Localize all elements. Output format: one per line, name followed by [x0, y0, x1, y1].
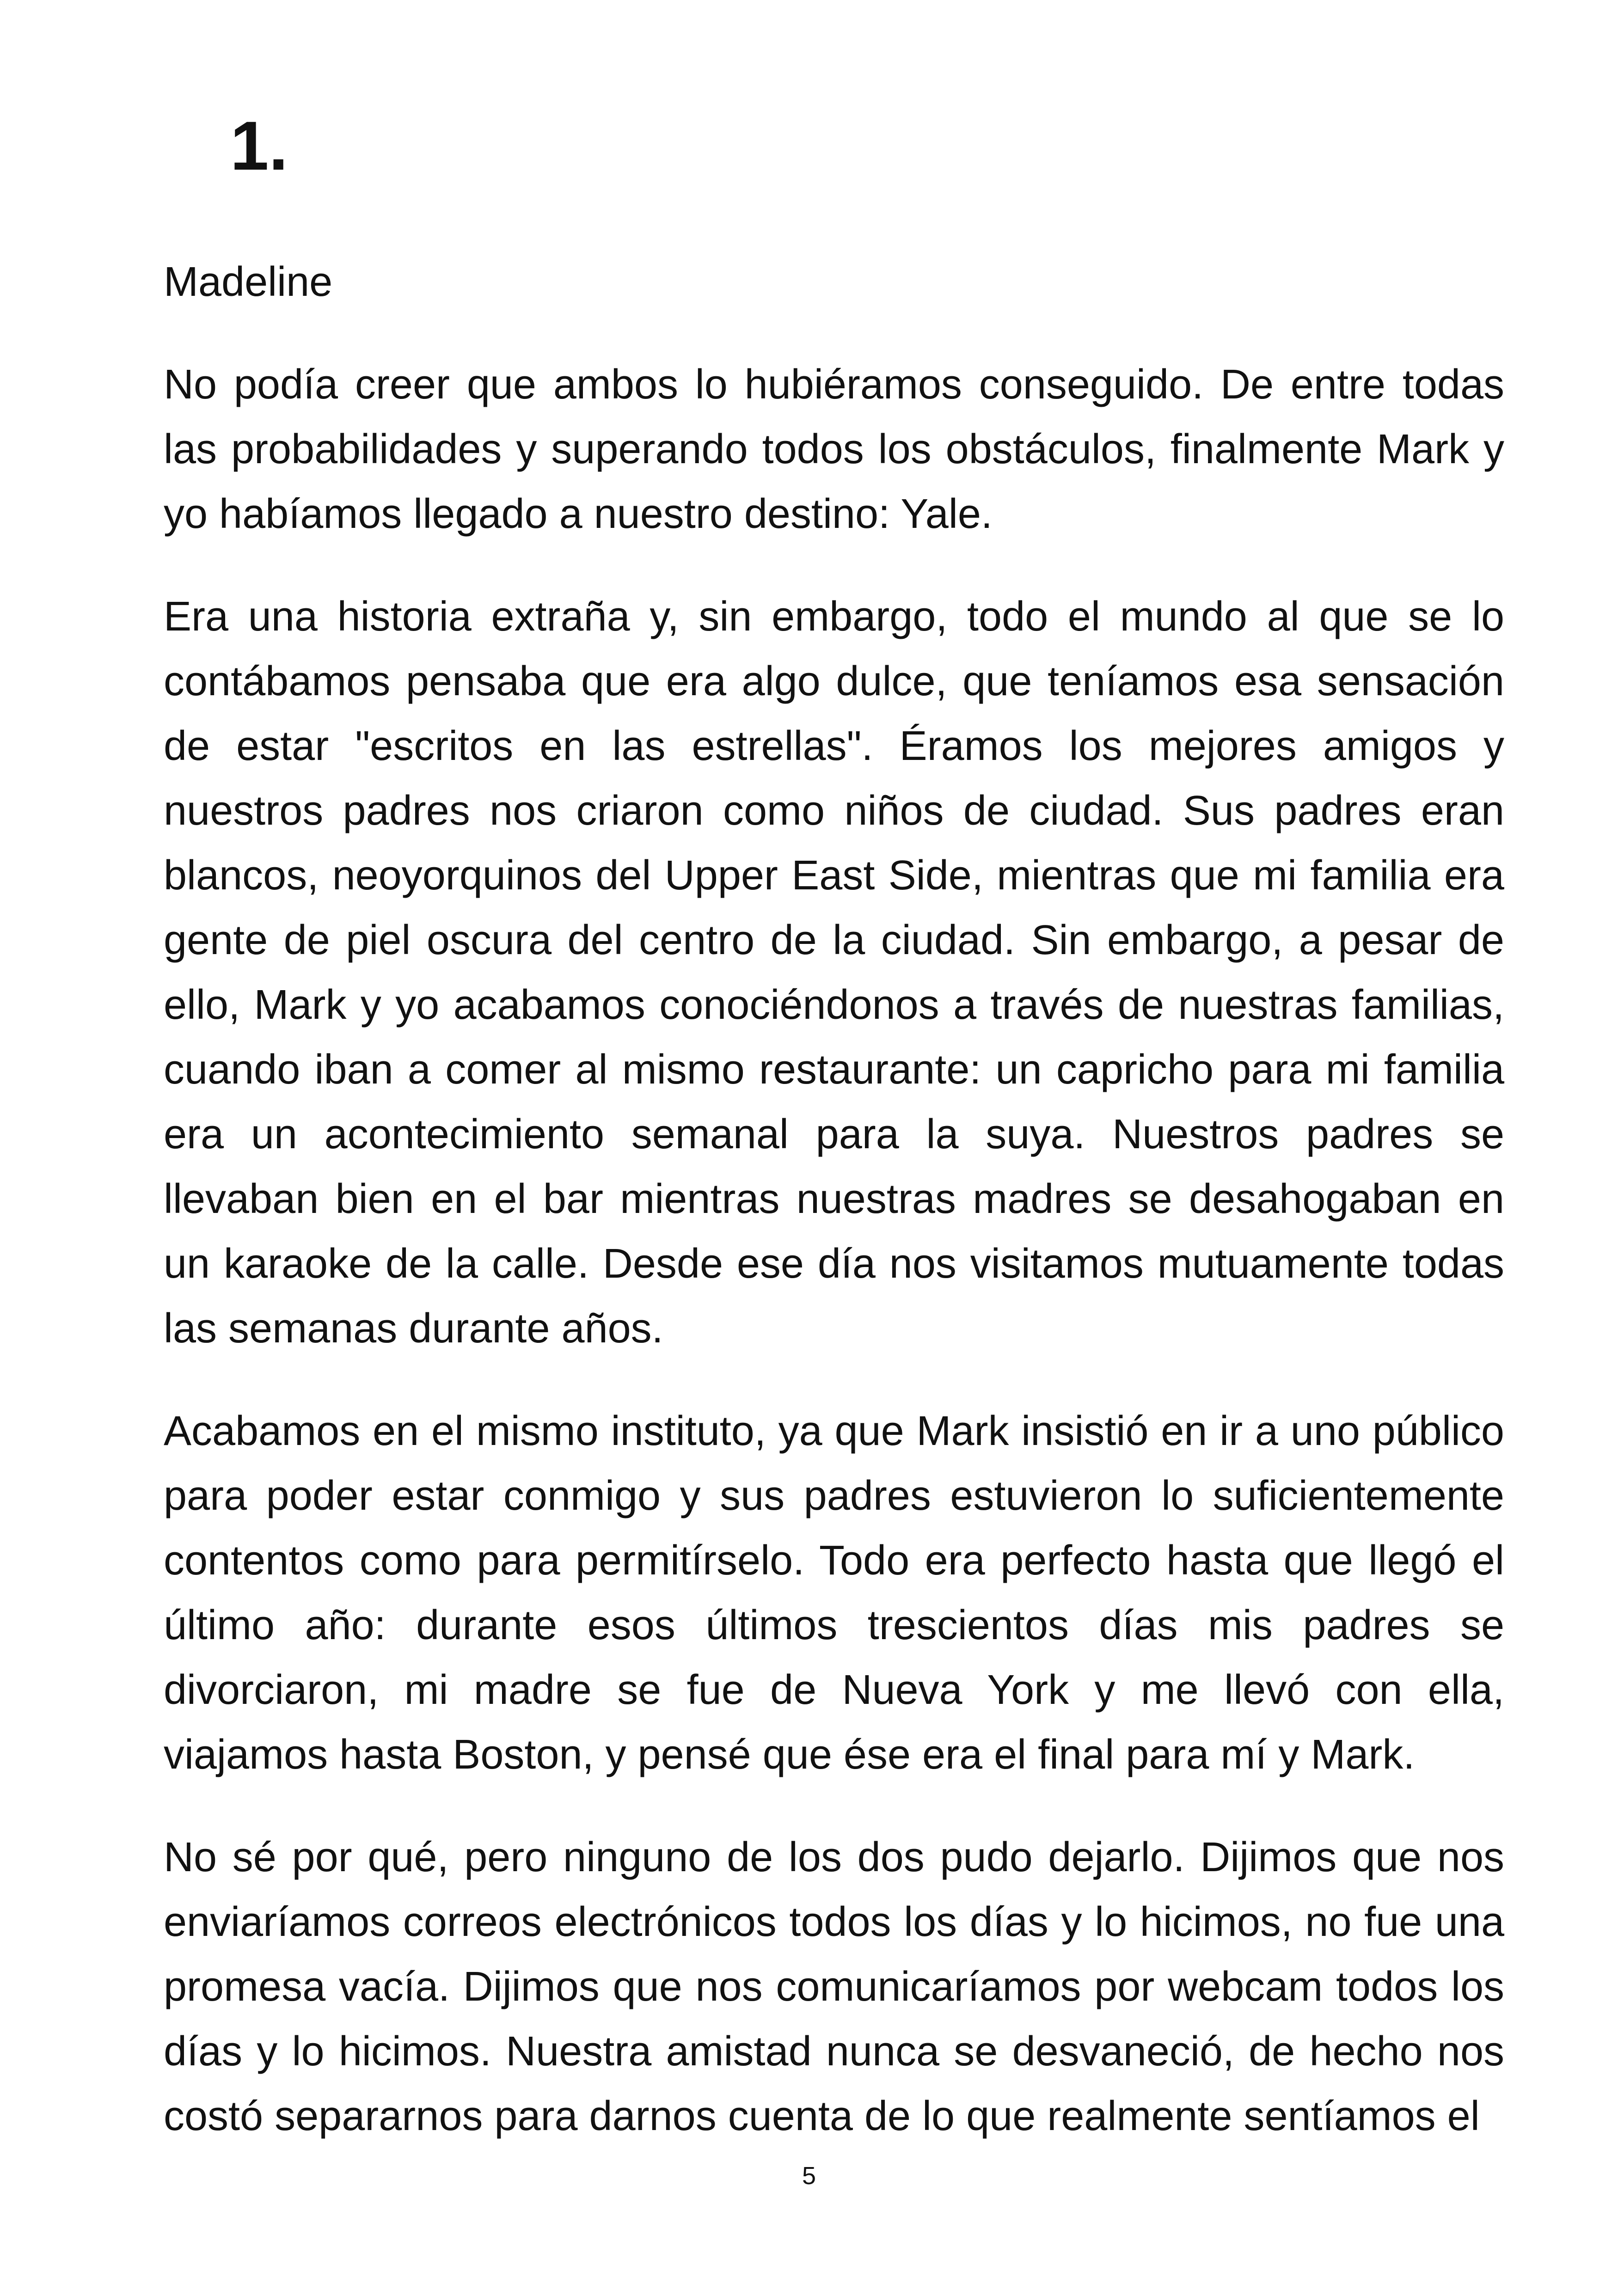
page-number: 5 — [802, 2162, 816, 2190]
chapter-number: 1. — [230, 107, 288, 184]
narrator-name: Madeline — [164, 259, 333, 305]
chapter-body — [164, 250, 1504, 2149]
paragraph: Acabamos en el mismo instituto, ya que Mark insistió en ir a uno público para poder estar conmigo y sus padres estuvieron lo suficientemente contentos como para permitírselo. Todo era perfecto hasta que llegó el último año: durante esos últimos trescientos días mis padres se divorciaron, mi madre se fue de Nueva York y me llevó con ella, viajamos hasta Boston, y pensé que ése era el final para mí y Mark. — [164, 1408, 1504, 1778]
paragraph: Era una historia extraña y, sin embargo, todo el mundo al que se lo contábamos pensaba que era algo dulce, que teníamos esa sensación de estar "escritos en las estrellas". Éramos los mejores amigos y nuestros padres nos criaron como niños de ciudad. Sus padres eran blancos, neoyorquinos del Upper East Side, mientras que mi familia era gente de piel oscura del centro de la ciudad. Sin embargo, a pesar de ello, Mark y yo acabamos conociéndonos a través de nuestras familias, cuando iban a comer al mismo restaurante: un capricho para mi familia era un acontecimiento semanal para la suya. Nuestros padres se llevaban bien en el bar mientras nuestras madres se desahogaban en un karaoke de la calle. Desde ese día nos visitamos mutuamente todas las semanas durante años. — [164, 594, 1504, 1352]
paragraph: No podía creer que ambos lo hubiéramos conseguido. De entre todas las probabilidades y superando todos los obstáculos, finalmente Mark y yo habíamos llegado a nuestro destino: Yale. — [164, 361, 1504, 537]
paragraph: No sé por qué, pero ninguno de los dos pudo dejarlo. Dijimos que nos enviaríamos correos electrónicos todos los días y lo hicimos, no fue una promesa vacía. Dijimos que nos comunicaríamos por webcam todos los días y lo hicimos. Nuestra amistad nunca se desvaneció, de hecho nos costó separarnos para darnos cuenta de lo que realmente sentíamos el — [164, 1834, 1504, 2139]
